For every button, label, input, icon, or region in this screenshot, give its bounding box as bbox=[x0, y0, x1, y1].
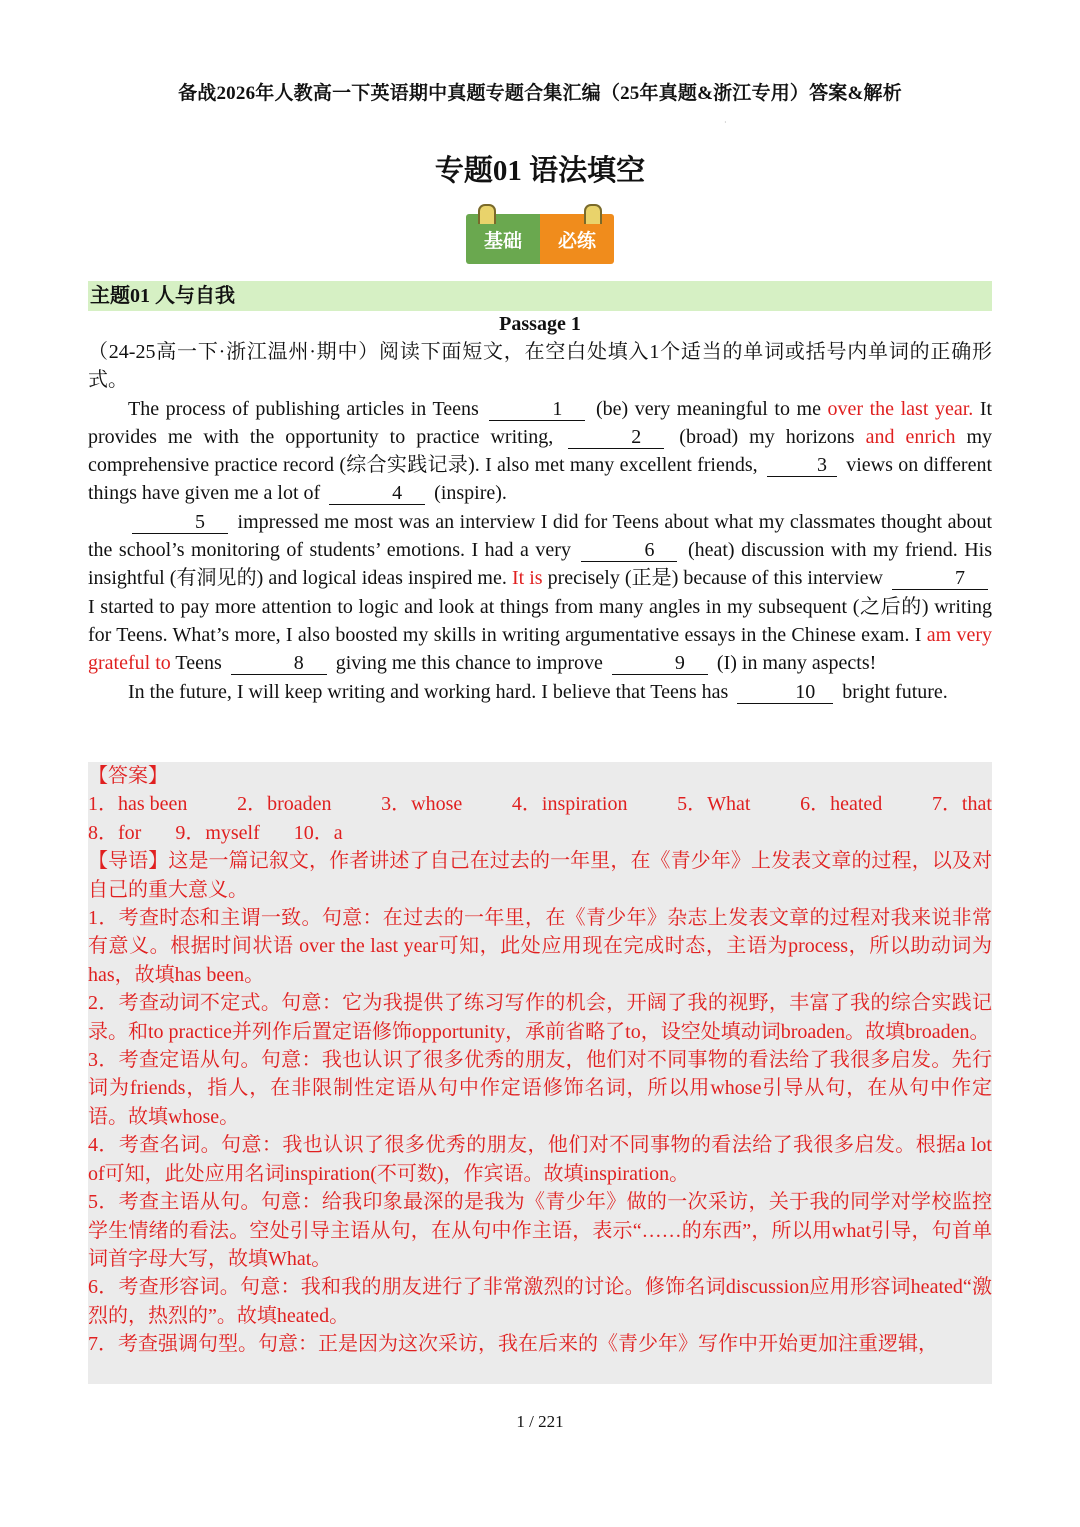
blank-6: 6 bbox=[581, 539, 677, 562]
explanation-6: 6．考查形容词。句意：我和我的朋友进行了非常激烈的讨论。修饰名词discussion应用形容词heated“激烈的，热烈的”。故填heated。 bbox=[88, 1276, 992, 1327]
explanation-2: 2．考查动词不定式。句意：它为我提供了练习写作的机会，开阔了我的视野，丰富了我的综合实践记录。和to practice并列作后置定语修饰opportunity，承前省略了to，设空处填动词broaden。故填broaden。 bbox=[88, 992, 992, 1043]
answer-row-1 bbox=[88, 790, 992, 818]
explanation-5: 5．考查主语从句。句意：给我印象最深的是我为《青少年》做的一次采访，关于我的同学对学校监控学生情绪的看法。空处引导主语从句，在从句中作主语，表示“……的东西”，所以用what引导，句首单词首字母大写，故填What。 bbox=[88, 1191, 992, 1270]
text: (broad) my horizons bbox=[679, 425, 855, 448]
blank-2: 2 bbox=[568, 426, 664, 449]
text: Teens bbox=[175, 652, 222, 675]
text: (heat) discussion with my friend. His insightful (有洞见的) and logical ideas inspired me. bbox=[88, 539, 993, 590]
answer-section bbox=[88, 762, 992, 1384]
blank-4: 4 bbox=[329, 482, 425, 505]
explanation-1: 1．考查时态和主谓一致。句意：在过去的一年里，在《青少年》杂志上发表文章的过程对我来说非常有意义。根据时间状语 over the last year可知，此处应用现在完成时态，主语为process，所以助动词为 has，故填has been。 bbox=[88, 907, 992, 986]
answer-item: 8．for bbox=[88, 821, 142, 844]
page-number: 1 / 221 bbox=[516, 1412, 564, 1431]
answer-item: 4．inspiration bbox=[511, 793, 628, 816]
answer-item: 6．heated bbox=[800, 793, 883, 816]
text: bright future. bbox=[842, 680, 948, 703]
answer-item: 10．a bbox=[293, 821, 343, 844]
text: precisely (正是) because of this interview bbox=[547, 567, 883, 590]
blank-3: 3 bbox=[767, 454, 837, 477]
paragraph-3 bbox=[88, 678, 992, 706]
highlight: It is bbox=[511, 567, 543, 590]
text: (be) very meaningful to me bbox=[595, 397, 821, 420]
paragraph-1 bbox=[88, 395, 992, 508]
blank-10: 10 bbox=[737, 681, 833, 704]
badge-right: 必练 bbox=[540, 214, 614, 264]
answer-item: 7．that bbox=[931, 793, 992, 816]
badge-left: 基础 bbox=[466, 214, 540, 264]
answer-item: 1．has been bbox=[88, 793, 188, 816]
answer-item: 5．What bbox=[677, 793, 751, 816]
binder-clip-icon bbox=[584, 204, 602, 224]
text: impressed me most was an interview I did for Teens about what my classmates thought about the school’s monitoring of students’ emotions. I had a very bbox=[88, 510, 993, 562]
page-title: 专题01 语法填空 bbox=[434, 155, 646, 187]
text: In the future, I will keep writing and working hard. I believe that Teens has bbox=[128, 680, 729, 703]
blank-1: 1 bbox=[489, 398, 585, 421]
explanation-7: 7．考查强调句型。句意：正是因为这次采访，我在后来的《青少年》写作中开始更加注重逻辑， bbox=[88, 1333, 938, 1356]
paragraph-2 bbox=[88, 508, 992, 678]
running-header: 备战2026年人教高一下英语期中真题专题合集汇编（25年真题&浙江专用）答案&解析 bbox=[178, 83, 902, 104]
blank-5: 5 bbox=[132, 511, 228, 534]
answer-row-2 bbox=[88, 819, 992, 847]
text: It provides me with the opportunity to practice writing, bbox=[88, 397, 993, 448]
explanation-4: 4．考查名词。句意：我也认识了很多优秀的朋友，他们对不同事物的看法给了我很多启发。根据a lot of可知，此处应用名词inspiration(不可数)，作宾语。故填inspiration。 bbox=[88, 1134, 992, 1185]
section-badge bbox=[466, 214, 614, 264]
highlight: am very grateful to bbox=[88, 623, 992, 675]
answer-label: 【答案】 bbox=[88, 765, 168, 787]
text: views on different things have given me a lot of bbox=[88, 454, 993, 505]
answer-item: 2．broaden bbox=[237, 793, 332, 816]
topic-heading: 主题01 人与自我 bbox=[88, 281, 992, 311]
explanation-3: 3．考查定语从句。句意：我也认识了很多优秀的朋友，他们对不同事物的看法给了我很多启发。先行词为friends，指人，在非限制性定语从句中作定语修饰名词，所以用whose引导从句，在从句中作定语。故填whose。 bbox=[88, 1049, 992, 1128]
passage-title: Passage 1 bbox=[499, 313, 581, 335]
instruction: （24-25高一下·浙江温州·期中）阅读下面短文，在空白处填入1个适当的单词或括号内单词的正确形式。 bbox=[88, 341, 992, 392]
guide-text: 【导语】这是一篇记叙文，作者讲述了自己在过去的一年里，在《青少年》上发表文章的过程，以及对自己的重大意义。 bbox=[88, 850, 992, 901]
text: my comprehensive practice record (综合实践记录). I also met many excellent friends, bbox=[88, 425, 993, 477]
highlight: over the last year. bbox=[827, 397, 974, 420]
highlight: and enrich bbox=[865, 425, 956, 448]
binder-clip-icon bbox=[478, 204, 496, 224]
blank-9: 9 bbox=[612, 652, 708, 675]
blank-7: 7 bbox=[892, 567, 988, 590]
text: (I) in many aspects! bbox=[716, 652, 877, 675]
answer-item: 9．myself bbox=[175, 821, 260, 844]
passage-content bbox=[88, 338, 992, 706]
text: giving me this chance to improve bbox=[335, 652, 603, 675]
text: The process of publishing articles in Teens bbox=[128, 397, 479, 420]
text: I started to pay more attention to logic and look at things from many angles in my subsequent (之后的) writing for Teens. What’s more, I also boosted my skills in writing argumentative essays in the Chinese exam. I bbox=[88, 595, 992, 646]
header-dot: · bbox=[724, 118, 727, 127]
text: (inspire). bbox=[434, 482, 507, 505]
answer-item: 3．whose bbox=[381, 793, 463, 816]
blank-8: 8 bbox=[231, 652, 327, 675]
